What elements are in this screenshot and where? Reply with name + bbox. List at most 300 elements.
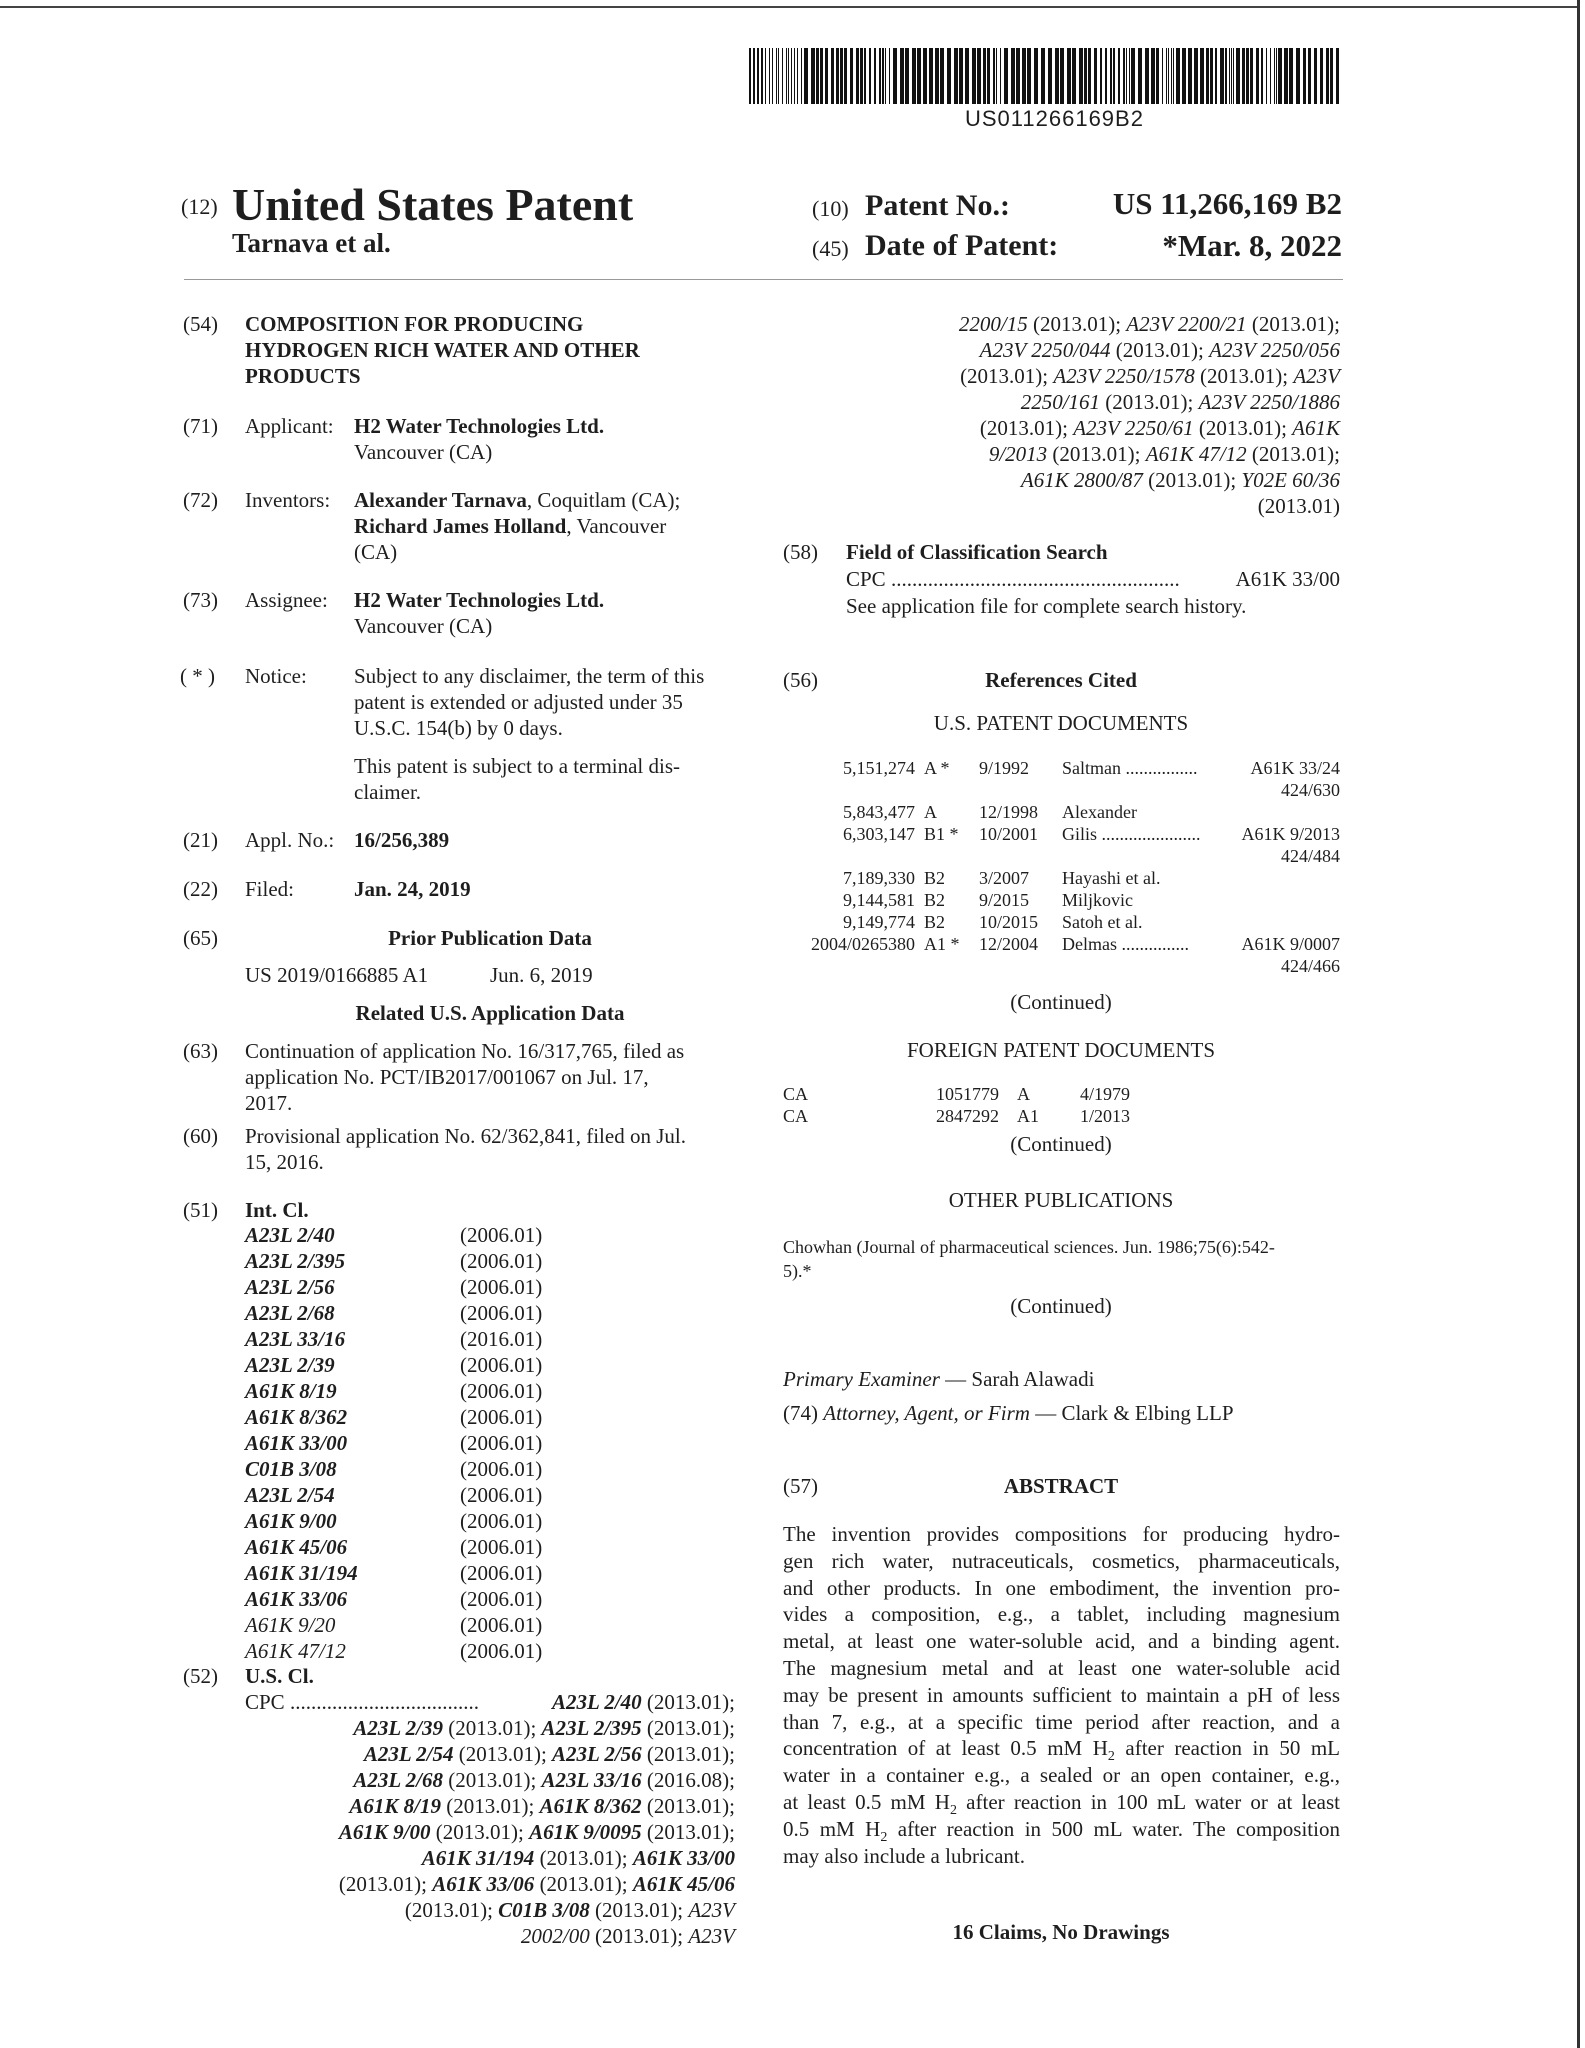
cpc-entry: A23V 2250/044 xyxy=(979,338,1111,362)
barcode-bar xyxy=(1171,48,1172,104)
abstract-text-run: after reaction in 50 mL xyxy=(1114,1736,1340,1761)
foreign-doc-number: 2847292 xyxy=(936,1106,999,1126)
barcode-bar xyxy=(1220,48,1224,104)
field-search-title: Field of Classification Search xyxy=(846,540,1108,564)
int-cl-code: A61K 9/20 xyxy=(245,1613,336,1637)
barcode-bar xyxy=(1041,48,1045,104)
barcode-bar xyxy=(765,48,766,104)
cpc-entry: (2013.01); xyxy=(1142,468,1242,492)
barcode-bar xyxy=(900,48,904,104)
int-cl-version: (2006.01) xyxy=(460,1509,543,1533)
cpc-entry: A61K 33/00 xyxy=(632,1846,735,1870)
abstract-text-run: concentration of at least 0.5 mM H xyxy=(783,1736,1108,1761)
barcode-bar xyxy=(1011,48,1015,104)
barcode-bar xyxy=(972,48,976,104)
abstract-text-run: at least 0.5 mM H xyxy=(783,1790,950,1814)
attorney-label: Attorney, Agent, or Firm xyxy=(823,1401,1030,1425)
other-pubs-continued: (Continued) xyxy=(1010,1294,1112,1318)
provisional-line-2: 15, 2016. xyxy=(245,1150,324,1174)
prior-pub-code: (65) xyxy=(183,926,218,950)
int-cl-version: (2006.01) xyxy=(460,1275,543,1299)
abstract-subscript: 2 xyxy=(1107,1749,1115,1762)
int-cl-code: A61K 31/194 xyxy=(245,1561,358,1585)
int-cl-code: A23L 2/56 xyxy=(245,1275,335,1299)
us-doc-class-secondary: 424/630 xyxy=(1280,780,1340,800)
inventor-2-location: , Vancouver xyxy=(566,514,667,538)
barcode-bar xyxy=(1270,48,1271,104)
assignee-name: H2 Water Technologies Ltd. xyxy=(354,588,605,612)
cpc-entry: (2013.01) xyxy=(1257,494,1340,518)
foreign-docs-title: FOREIGN PATENT DOCUMENTS xyxy=(906,1038,1216,1062)
barcode-bar xyxy=(1303,48,1306,104)
appl-no: 16/256,389 xyxy=(354,828,450,852)
foreign-doc-number: 1051779 xyxy=(936,1084,999,1104)
abstract-text-run: after reaction in 500 mL water. The composition xyxy=(887,1816,1340,1841)
cpc-entry: A23V xyxy=(1293,364,1340,388)
abstract-text-run: The invention provides compositions for producing hydro- xyxy=(783,1522,1340,1546)
barcode-bar xyxy=(1027,48,1031,104)
barcode-bar xyxy=(869,48,871,104)
us-doc-name: Satoh et al. xyxy=(1062,912,1143,932)
invention-title-line-2: HYDROGEN RICH WATER AND OTHER xyxy=(245,338,640,362)
barcode-bar xyxy=(1129,48,1130,104)
abstract-text-run: water in a container e.g., a sealed or an open container, e.g., xyxy=(783,1763,1340,1788)
cpc-entry: (2013.01); xyxy=(1110,338,1210,362)
primary-examiner xyxy=(783,1366,1094,1392)
barcode-bar xyxy=(1236,48,1240,104)
int-cl-version: (2006.01) xyxy=(460,1379,543,1403)
cpc-entry: (2013.01); xyxy=(641,1820,735,1844)
cpc-line xyxy=(245,1767,735,1793)
barcode-bar xyxy=(929,48,933,104)
barcode-bar xyxy=(1079,48,1083,104)
barcode-bar xyxy=(1278,48,1282,104)
abstract-title: ABSTRACT xyxy=(1003,1474,1119,1498)
abstract-line xyxy=(783,1735,1340,1761)
cpc-entry: (2013.01); xyxy=(440,1794,540,1818)
barcode-bar xyxy=(864,48,866,104)
top-border xyxy=(0,6,1578,8)
barcode-bar xyxy=(1055,48,1059,104)
inventor-2-name: Richard James Holland xyxy=(354,514,567,538)
cpc-entry: A61K 33/06 xyxy=(432,1872,535,1896)
cpc-entry: A61K xyxy=(1292,416,1340,440)
barcode-bar xyxy=(1168,48,1169,104)
barcode-image xyxy=(749,48,1345,104)
field-cpc-value: A61K 33/00 xyxy=(1235,567,1340,591)
abstract-text-run: metal, at least one water-soluble acid, and a binding agent. xyxy=(783,1629,1340,1654)
barcode-bar xyxy=(977,48,981,104)
barcode-bar xyxy=(1284,48,1288,104)
barcode-bar xyxy=(1210,48,1213,104)
cpc-entry: A23L 2/68 xyxy=(353,1768,443,1792)
barcode-bar xyxy=(987,48,990,104)
cpc-line xyxy=(245,1715,735,1741)
int-cl-version: (2006.01) xyxy=(460,1249,543,1273)
cpc-entry: (2013.01); xyxy=(1246,442,1340,466)
notice-line-2: patent is extended or adjusted under 35 xyxy=(354,690,683,714)
barcode-bar xyxy=(1215,48,1217,104)
cpc-entry: A61K 8/19 xyxy=(349,1794,441,1818)
abstract-line xyxy=(783,1843,1340,1869)
barcode-bar xyxy=(786,48,787,104)
barcode-bar xyxy=(850,48,853,104)
date-of-patent-label: Date of Patent: xyxy=(865,229,1059,262)
barcode-bar xyxy=(885,48,886,104)
cpc-entry: A23V 2250/1886 xyxy=(1198,390,1340,414)
int-cl-code: A61K 33/06 xyxy=(245,1587,348,1611)
us-doc-date: 12/2004 xyxy=(979,934,1039,954)
barcode-bar xyxy=(905,48,909,104)
cpc-entry: A61K 45/06 xyxy=(632,1872,735,1896)
cpc-entry: A61K 2800/87 xyxy=(1020,468,1143,492)
us-cl-code: (52) xyxy=(183,1664,218,1688)
provisional-line-1: Provisional application No. 62/362,841, filed on Jul. xyxy=(245,1124,686,1148)
cpc-line xyxy=(245,1819,735,1845)
barcode-bar xyxy=(1016,48,1020,104)
prior-pub-date: Jun. 6, 2019 xyxy=(490,963,593,987)
us-doc-date: 9/2015 xyxy=(979,890,1030,910)
barcode-bar xyxy=(831,48,834,104)
abstract-text-run: and other products. In one embodiment, the invention pro- xyxy=(783,1575,1340,1600)
references-title: References Cited xyxy=(985,668,1137,692)
us-doc-date: 12/1998 xyxy=(979,802,1039,822)
cpc-line xyxy=(846,467,1340,493)
int-cl-code: A61K 47/12 xyxy=(245,1639,346,1663)
int-cl-code: A23L 2/395 xyxy=(245,1249,346,1273)
int-cl-code: A61K 9/00 xyxy=(245,1509,337,1533)
barcode-number: US011266169B2 xyxy=(965,106,1144,131)
cpc-entry: (2013.01); xyxy=(453,1742,553,1766)
barcode-bar xyxy=(1276,48,1277,104)
invention-title-line-3: PRODUCTS xyxy=(245,364,361,388)
barcode-bar xyxy=(1113,48,1115,104)
abstract-line xyxy=(783,1789,1340,1815)
abstract-text-run: 0.5 mM H xyxy=(783,1816,881,1841)
us-doc-kind: A * xyxy=(924,758,950,778)
barcode-bar xyxy=(788,48,789,104)
us-doc-name: Saltman ................ xyxy=(1062,758,1198,778)
barcode-bar xyxy=(983,48,986,104)
attorney xyxy=(783,1400,1234,1426)
cpc-leader-dots: .................................... xyxy=(289,1690,479,1714)
code-10: (10) xyxy=(812,196,849,221)
int-cl-code: A23L 2/39 xyxy=(245,1353,335,1377)
barcode-bar xyxy=(776,48,777,104)
barcode-bar xyxy=(1188,48,1192,104)
code-12: (12) xyxy=(181,194,218,219)
cpc-line xyxy=(245,1845,735,1871)
foreign-doc-date: 4/1979 xyxy=(1080,1084,1131,1104)
field-search-note: See application file for complete search history. xyxy=(846,594,1247,618)
int-cl-version: (2006.01) xyxy=(460,1639,543,1663)
related-app-title: Related U.S. Application Data xyxy=(355,1001,625,1025)
barcode-bar xyxy=(1194,48,1198,104)
us-doc-date: 10/2015 xyxy=(979,912,1039,932)
barcode-bar xyxy=(1072,48,1076,104)
barcode-bar xyxy=(1246,48,1249,104)
header-divider xyxy=(184,279,1343,280)
cpc-entry: 9/2013 xyxy=(988,442,1048,466)
cpc-entry: (2013.01); xyxy=(1193,416,1293,440)
cpc-entry: (2016.08); xyxy=(641,1768,735,1792)
cpc-entry: (2013.01); xyxy=(1100,390,1199,414)
barcode-bar xyxy=(959,48,963,104)
inventor-1 xyxy=(354,487,680,513)
applicant-name: H2 Water Technologies Ltd. xyxy=(354,414,605,438)
barcode-bar xyxy=(844,48,847,104)
barcode-bar xyxy=(1261,48,1263,104)
abstract-line xyxy=(783,1548,1340,1574)
cpc-entry: A23V 2250/1578 xyxy=(1053,364,1195,388)
cpc-line xyxy=(846,441,1340,467)
cpc-entry: A23L 2/54 xyxy=(363,1742,454,1766)
foreign-doc-country: CA xyxy=(783,1084,809,1104)
barcode-bar xyxy=(965,48,969,104)
us-doc-number: 2004/0265380 xyxy=(810,934,915,954)
applicant-city: Vancouver (CA) xyxy=(354,440,493,464)
barcode-bar xyxy=(1126,48,1127,104)
barcode-bar xyxy=(1250,48,1253,104)
barcode-bar xyxy=(874,48,876,104)
barcode-bar xyxy=(1131,48,1135,104)
int-cl-code: (51) xyxy=(183,1198,218,1222)
us-doc-name: Delmas ............... xyxy=(1062,934,1189,954)
barcode-bar xyxy=(1308,48,1311,104)
abstract-line xyxy=(783,1575,1340,1601)
barcode-bar xyxy=(1296,48,1300,104)
cpc-label-text: CPC xyxy=(245,1690,285,1714)
cpc-entry: A23V 2250/056 xyxy=(1209,338,1340,362)
barcode-bar xyxy=(917,48,921,104)
cpc-entry: A23L 33/16 xyxy=(541,1768,642,1792)
invention-title-line-1: COMPOSITION FOR PRODUCING xyxy=(245,312,584,336)
barcode-bar xyxy=(879,48,881,104)
barcode-bar xyxy=(820,48,823,104)
barcode-bar xyxy=(1336,48,1339,104)
barcode-bar xyxy=(1110,48,1112,104)
abstract-text-run: gen rich water, nutraceuticals, cosmetics, pharmaceuticals, xyxy=(783,1548,1340,1573)
abstract-subscript: 2 xyxy=(949,1803,957,1815)
barcode-bar xyxy=(882,48,884,104)
code-45: (45) xyxy=(812,236,849,261)
inventor-2 xyxy=(354,513,666,539)
barcode-bar xyxy=(1084,48,1087,104)
filed-code: (22) xyxy=(183,877,218,901)
us-doc-number: 6,303,147 xyxy=(843,824,915,844)
us-doc-kind: B2 xyxy=(924,868,946,888)
barcode-bar xyxy=(1034,48,1038,104)
cpc-entry: (2013.01); xyxy=(1047,442,1146,466)
references-code: (56) xyxy=(783,668,818,692)
int-cl-version: (2006.01) xyxy=(460,1301,543,1325)
int-cl-version: (2006.01) xyxy=(460,1561,543,1585)
barcode-bar xyxy=(1326,48,1329,104)
us-doc-name: Alexander xyxy=(1062,802,1137,822)
abstract-line xyxy=(783,1655,1340,1681)
cpc-line xyxy=(846,311,1340,337)
cpc-entry: A23L 2/39 xyxy=(353,1716,443,1740)
cpc-line xyxy=(846,415,1340,441)
us-doc-number: 5,843,477 xyxy=(843,802,915,822)
applicant-code: (71) xyxy=(183,414,218,438)
int-cl-code: C01B 3/08 xyxy=(245,1457,337,1481)
foreign-doc-country: CA xyxy=(783,1106,809,1126)
barcode-bar xyxy=(1162,48,1163,104)
int-cl-version: (2006.01) xyxy=(460,1223,543,1247)
inventor-1-name: Alexander Tarnava xyxy=(354,488,527,512)
barcode-bar xyxy=(825,48,828,104)
barcode-bar xyxy=(1233,48,1234,104)
barcode-bar xyxy=(1166,48,1167,104)
barcode-bar xyxy=(772,48,773,104)
abstract-text-run: The magnesium metal and at least one water-soluble acid xyxy=(783,1656,1340,1680)
int-cl-code: A61K 45/06 xyxy=(245,1535,348,1559)
cpc-entry: A23V xyxy=(688,1924,735,1948)
abstract-line xyxy=(783,1628,1340,1654)
us-doc-name: Miljkovic xyxy=(1062,890,1133,910)
abstract-line xyxy=(783,1521,1340,1547)
barcode-bar xyxy=(893,48,897,104)
us-doc-date: 3/2007 xyxy=(979,868,1030,888)
barcode-bar xyxy=(860,48,863,104)
barcode-bar xyxy=(1067,48,1071,104)
barcode-bar xyxy=(1145,48,1149,104)
barcode-bar xyxy=(778,48,779,104)
other-pub-line-1: Chowhan (Journal of pharmaceutical sciences. Jun. 1986;75(6):542- xyxy=(783,1237,1275,1257)
foreign-doc-kind: A xyxy=(1017,1084,1030,1104)
notice-line-1: Subject to any disclaimer, the term of this xyxy=(354,664,705,688)
notice-line-3: U.S.C. 154(b) by 0 days. xyxy=(354,716,563,740)
foreign-doc-date: 1/2013 xyxy=(1080,1106,1131,1126)
inventor-1-location: , Coquitlam (CA); xyxy=(526,488,681,512)
inventors-label: Inventors: xyxy=(245,488,331,512)
terminal-disclaimer-line-2: claimer. xyxy=(354,780,422,804)
primary-examiner-label: Primary Examiner xyxy=(783,1367,940,1391)
barcode-bar xyxy=(1156,48,1159,104)
abstract-text-run: after reaction in 100 mL water or at least xyxy=(956,1790,1340,1814)
other-pub-line-2: 5).* xyxy=(783,1261,812,1281)
us-doc-kind: B1 * xyxy=(924,824,959,844)
patent-number-label: Patent No.: xyxy=(865,189,1010,222)
barcode-bar xyxy=(1231,48,1232,104)
barcode-bar xyxy=(1266,48,1267,104)
barcode-bar xyxy=(804,48,808,104)
us-doc-class: A61K 9/2013 xyxy=(1241,824,1340,844)
barcode-bar xyxy=(940,48,944,104)
cpc-entry: (2013.01); xyxy=(442,1768,542,1792)
barcode-bar xyxy=(761,48,763,104)
barcode-bar xyxy=(935,48,939,104)
cpc-line xyxy=(846,493,1340,519)
int-cl-version: (2006.01) xyxy=(460,1353,543,1377)
barcode-bar xyxy=(1118,48,1120,104)
barcode-bar xyxy=(1100,48,1102,104)
assignee-label: Assignee: xyxy=(245,588,328,612)
assignee-city: Vancouver (CA) xyxy=(354,614,493,638)
prior-pub-title: Prior Publication Data xyxy=(388,926,592,950)
cpc-entry: 2002/00 xyxy=(520,1924,590,1948)
barcode-bar xyxy=(1105,48,1107,104)
cpc-entry: A23V 2200/21 xyxy=(1126,312,1247,336)
barcode-bar xyxy=(1151,48,1155,104)
barcode-bar xyxy=(1242,48,1245,104)
cpc-entry: (2013.01); xyxy=(960,364,1054,388)
abstract-subscript: 2 xyxy=(880,1829,888,1842)
barcode-bar xyxy=(1060,48,1064,104)
int-cl-version: (2006.01) xyxy=(460,1457,543,1481)
barcode-bar xyxy=(1123,48,1125,104)
cpc-entry: A23L 2/56 xyxy=(552,1742,642,1766)
barcode-bar xyxy=(1274,48,1275,104)
applicant-label: Applicant: xyxy=(245,414,334,438)
cpc-line xyxy=(245,1741,735,1767)
int-cl-code: A23L 2/54 xyxy=(245,1483,335,1507)
barcode-bar xyxy=(1225,48,1227,104)
cpc-entry: A61K 9/00 xyxy=(338,1820,431,1844)
foreign-docs-continued: (Continued) xyxy=(1010,1132,1112,1156)
cpc-entry: (2013.01); xyxy=(641,1716,735,1740)
barcode-bar xyxy=(912,48,916,104)
filed-label: Filed: xyxy=(245,877,295,901)
field-cpc-label-text: CPC xyxy=(846,567,886,591)
barcode-bar xyxy=(1256,48,1259,104)
us-doc-number: 9,149,774 xyxy=(843,912,915,932)
barcode-bar xyxy=(1289,48,1293,104)
int-cl-code: A23L 2/40 xyxy=(245,1223,335,1247)
cpc-line xyxy=(245,1793,735,1819)
us-docs-continued: (Continued) xyxy=(1010,990,1112,1014)
cpc-entry: A61K 47/12 xyxy=(1145,442,1247,466)
int-cl-version: (2006.01) xyxy=(460,1405,543,1429)
barcode-bar xyxy=(1314,48,1317,104)
cpc-entry: (2013.01); xyxy=(1246,312,1340,336)
date-of-patent: *Mar. 8, 2022 xyxy=(1162,228,1342,263)
right-border xyxy=(1577,0,1580,2048)
barcode-bar xyxy=(757,48,759,104)
barcode-bar xyxy=(1088,48,1091,104)
cpc-entry: (2013.01); xyxy=(1194,364,1294,388)
cpc-line xyxy=(245,1689,735,1715)
int-cl-version: (2006.01) xyxy=(460,1613,543,1637)
foreign-doc-kind: A1 xyxy=(1017,1106,1039,1126)
int-cl-code: A23L 33/16 xyxy=(245,1327,346,1351)
cpc-entry: Y02E 60/36 xyxy=(1241,468,1340,492)
cpc-entry: A61K 31/194 xyxy=(421,1846,535,1870)
cpc-entry: (2013.01); xyxy=(404,1898,499,1922)
primary-examiner-name: — Sarah Alawadi xyxy=(939,1367,1095,1391)
int-cl-version: (2006.01) xyxy=(460,1483,543,1507)
abstract-line xyxy=(783,1709,1340,1735)
cpc-entry: A61K 9/0095 xyxy=(529,1820,642,1844)
cpc-line xyxy=(245,1897,735,1923)
cpc-entry: (2013.01); xyxy=(589,1898,689,1922)
us-doc-number: 5,151,274 xyxy=(843,758,915,778)
other-pubs-title: OTHER PUBLICATIONS xyxy=(948,1188,1174,1212)
barcode-bar xyxy=(749,48,751,104)
barcode-bar xyxy=(1138,48,1142,104)
us-doc-name: Gilis ...................... xyxy=(1062,824,1201,844)
cpc-entry: A23V xyxy=(688,1898,735,1922)
us-cl-title: U.S. Cl. xyxy=(245,1664,314,1688)
appl-code: (21) xyxy=(183,828,218,852)
barcode-bar xyxy=(816,48,819,104)
inventors-code: (72) xyxy=(183,488,218,512)
barcode-bar xyxy=(1004,48,1008,104)
abstract-line xyxy=(783,1816,1340,1842)
cpc-entry: A23L 2/395 xyxy=(541,1716,642,1740)
us-doc-kind: A1 * xyxy=(924,934,960,954)
